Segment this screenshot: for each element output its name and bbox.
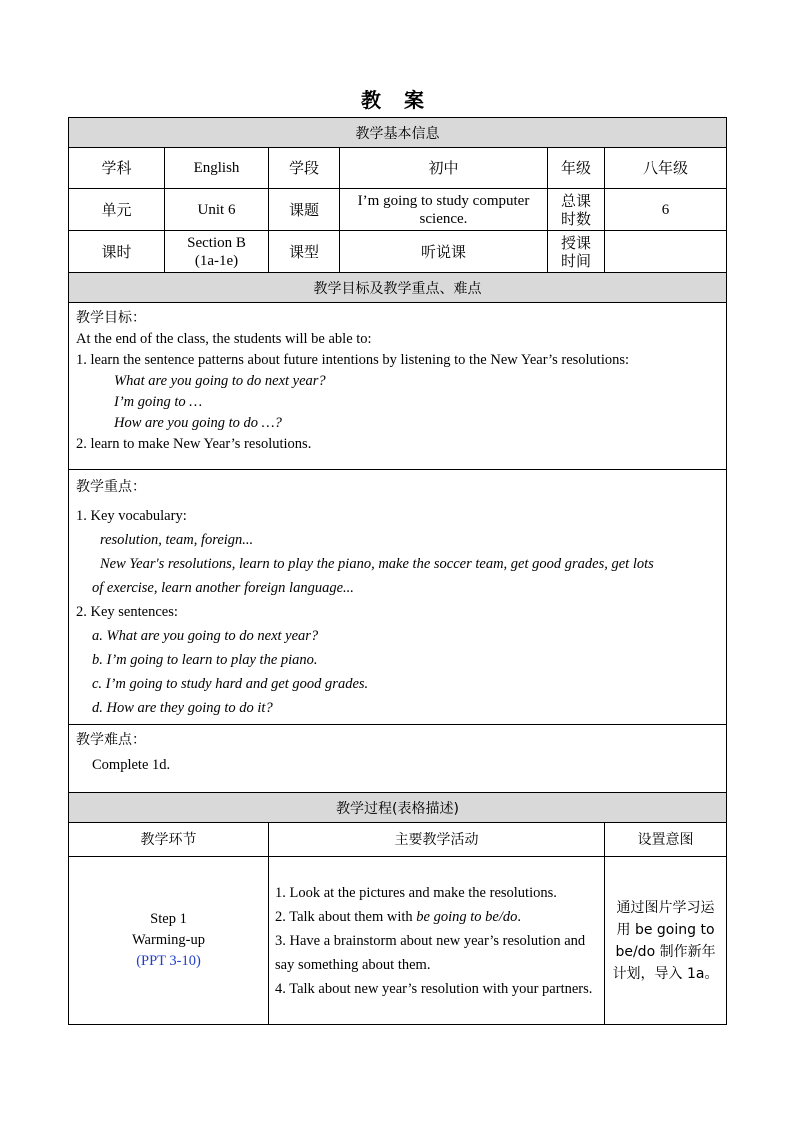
process-col-intent: 设置意图 — [605, 823, 727, 857]
intent-cell: 通过图片学习运用 be going to be/do 制作新年计划，导入 1a。 — [605, 857, 727, 1025]
lesson-type-label: 课型 — [269, 231, 340, 273]
step-ppt-ref: (PPT 3-10) — [136, 953, 201, 969]
activity-2-text: 2. Talk about them with — [275, 908, 417, 925]
unit-value: Unit 6 — [165, 189, 269, 231]
unit-label: 单元 — [69, 189, 165, 231]
difficult-text: Complete 1d. — [92, 757, 171, 773]
goals-example-2: I’m going to … — [114, 394, 203, 410]
goals-heading: 教学目标： — [76, 310, 146, 326]
key-points-heading: 教学重点： — [76, 479, 146, 495]
key-vocab-line-2: New Year's resolutions, learn to play the piano, make the soccer team, get good grades, get lots — [100, 556, 654, 572]
stage-value: 初中 — [340, 148, 548, 189]
goals-item-1: 1. learn the sentence patterns about future intentions by listening to the New Year’s resolutions: — [76, 352, 630, 368]
step-name: Step 1 — [150, 911, 187, 927]
section-process: 教学过程(表格描述) — [69, 793, 727, 823]
section-objectives: 教学目标及教学重点、难点 — [69, 273, 727, 303]
key-points-block — [69, 470, 727, 725]
goals-item-2: 2. learn to make New Year’s resolutions. — [76, 436, 312, 452]
process-col-activity: 主要教学活动 — [269, 823, 605, 857]
key-vocab-line-1: resolution, team, foreign... — [100, 532, 254, 548]
period-value: Section B (1a-1e) — [165, 231, 269, 273]
period-label: 课时 — [69, 231, 165, 273]
key-sentences-title: 2. Key sentences: — [76, 604, 178, 620]
total-periods-label: 总课时数 — [548, 189, 605, 231]
step-cell — [69, 857, 269, 1025]
lesson-plan-table — [68, 117, 727, 1025]
step-subtitle: Warming-up — [132, 932, 205, 948]
activity-3: 3. Have a brainstorm about new year’s resolution and say something about them. — [275, 932, 586, 973]
teaching-time-value — [605, 231, 727, 273]
subject-label: 学科 — [69, 148, 165, 189]
activity-4: 4. Talk about new year’s resolution with your partners. — [275, 980, 593, 997]
teaching-time-label: 授课时间 — [548, 231, 605, 273]
activity-cell — [269, 857, 605, 1025]
topic-value: I’m going to study computer science. — [340, 189, 548, 231]
key-vocab-line-3: of exercise, learn another foreign language... — [92, 580, 354, 596]
difficult-points-block — [69, 725, 727, 793]
grade-label: 年级 — [548, 148, 605, 189]
difficult-heading: 教学难点： — [76, 732, 146, 748]
topic-label: 课题 — [269, 189, 340, 231]
activity-2 — [275, 905, 598, 929]
activity-2-italic: be going to be/do — [416, 908, 518, 925]
goals-example-1: What are you going to do next year? — [114, 373, 326, 389]
section-basic-info: 教学基本信息 — [69, 118, 727, 148]
key-sentence-a: a. What are you going to do next year? — [92, 628, 319, 644]
activity-1: 1. Look at the pictures and make the resolutions. — [275, 884, 557, 901]
key-sentence-c: c. I’m going to study hard and get good grades. — [92, 676, 369, 692]
total-periods-value: 6 — [605, 189, 727, 231]
subject-value: English — [165, 148, 269, 189]
teaching-goals-block — [69, 303, 727, 470]
stage-label: 学段 — [269, 148, 340, 189]
activity-2-end: . — [517, 908, 522, 925]
goals-example-3: How are you going to do …? — [114, 415, 282, 431]
key-vocab-title: 1. Key vocabulary: — [76, 508, 187, 524]
key-sentence-b: b. I’m going to learn to play the piano. — [92, 652, 318, 668]
goals-intro: At the end of the class, the students will be able to: — [76, 331, 372, 347]
lesson-type-value: 听说课 — [340, 231, 548, 273]
key-sentence-d: d. How are they going to do it? — [92, 700, 273, 716]
process-col-step: 教学环节 — [69, 823, 269, 857]
grade-value: 八年级 — [605, 148, 727, 189]
document-title: 教 案 — [361, 88, 432, 112]
